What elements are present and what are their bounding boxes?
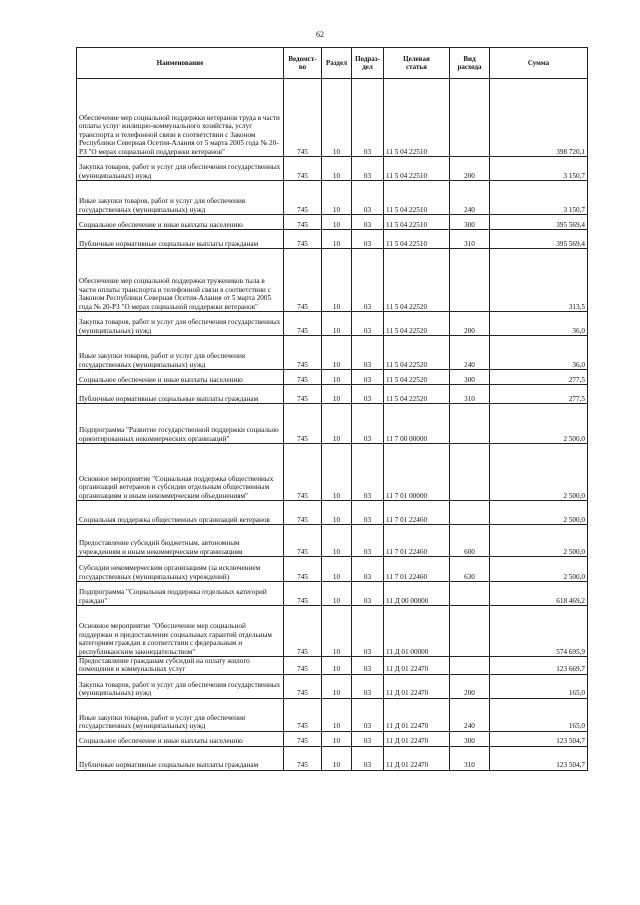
row-exp-type: 300 (450, 215, 490, 230)
table-row (77, 582, 588, 606)
row-article: 11 5 04 22520 (384, 370, 450, 385)
row-sum: 277,5 (490, 385, 588, 404)
row-sum: 165,0 (490, 698, 588, 731)
row-name: Предоставление гражданам субсидий на оплату жилого помещения и коммунальных услуг (77, 657, 284, 675)
row-exp-type: 300 (450, 731, 490, 746)
row-name: Основное мероприятие "Обеспечение мер социальной поддержки и предоставление социальных гарантий отдельным категориям граждан в соответствии с федеральным и республиканским законодательством" (77, 606, 284, 657)
row-subsection: 03 (352, 698, 384, 731)
row-subsection: 03 (352, 336, 384, 370)
row-section: 10 (322, 525, 352, 557)
row-section: 10 (322, 501, 352, 525)
row-exp-type: 200 (450, 312, 490, 336)
row-article: 11 5 04 22520 (384, 336, 450, 370)
table-row (77, 501, 588, 525)
row-article: 11 Д 01 22470 (384, 657, 450, 675)
table-row (77, 746, 588, 770)
row-section: 10 (322, 312, 352, 336)
page-number: 62 (316, 30, 324, 39)
row-article: 11 Д 01 22470 (384, 674, 450, 698)
row-exp-type: 240 (450, 181, 490, 215)
row-exp-type (450, 606, 490, 657)
table-row (77, 557, 588, 582)
table-header-row (77, 48, 588, 79)
row-name: Обеспечение мер социальной поддержки ветеранов труда в части оплаты услуг жилищно-коммунального хозяйства, услуг транспорта и телефонной связи в соответствии с Законом Республики Северная Осетия-Алания от 5 марта 2005 года № 20- РЗ "О мерах социальной поддержки ветеранов" (77, 79, 284, 157)
row-sum: 123 504,7 (490, 746, 588, 770)
row-subsection: 03 (352, 370, 384, 385)
row-dept: 745 (284, 731, 322, 746)
header-sum: Сумма (490, 48, 588, 79)
row-section: 10 (322, 181, 352, 215)
row-article: 11 5 04 22510 (384, 79, 450, 157)
row-sum: 3 150,7 (490, 157, 588, 181)
row-name: Предоставление субсидий бюджетным, автономным учреждениям и иным некоммерческим организациям (77, 525, 284, 557)
row-section: 10 (322, 215, 352, 230)
row-section: 10 (322, 444, 352, 501)
header-name: Наименование (77, 48, 284, 79)
row-exp-type (450, 657, 490, 675)
row-section: 10 (322, 657, 352, 675)
row-subsection: 03 (352, 249, 384, 312)
row-name: Иные закупки товаров, работ и услуг для обеспечения государственных (муниципальных) нужд (77, 181, 284, 215)
table-row (77, 444, 588, 501)
row-article: 11 7 01 22460 (384, 525, 450, 557)
row-name: Иные закупки товаров, работ и услуг для обеспечения государственных (муниципальных) нужд (77, 336, 284, 370)
row-exp-type: 600 (450, 525, 490, 557)
row-section: 10 (322, 606, 352, 657)
row-dept: 745 (284, 501, 322, 525)
row-dept: 745 (284, 657, 322, 675)
row-exp-type: 310 (450, 746, 490, 770)
row-section: 10 (322, 370, 352, 385)
row-subsection: 03 (352, 157, 384, 181)
row-exp-type (450, 444, 490, 501)
row-sum: 2 500,0 (490, 557, 588, 582)
row-sum: 36,0 (490, 336, 588, 370)
row-article: 11 7 01 22460 (384, 501, 450, 525)
table-row (77, 336, 588, 370)
budget-table (76, 47, 588, 771)
row-dept: 745 (284, 79, 322, 157)
table-row (77, 249, 588, 312)
row-name: Публичные нормативные социальные выплаты гражданам (77, 746, 284, 770)
row-section: 10 (322, 731, 352, 746)
table-row (77, 731, 588, 746)
row-article: 11 Д 00 00000 (384, 582, 450, 606)
table-row (77, 157, 588, 181)
table-row (77, 674, 588, 698)
row-exp-type (450, 249, 490, 312)
row-subsection: 03 (352, 444, 384, 501)
row-subsection: 03 (352, 674, 384, 698)
row-dept: 745 (284, 746, 322, 770)
row-name: Основное мероприятие "Социальная поддержка общественных организаций ветеранов и субсидии отдельным общественным организациям и иным некоммерческим объединениям" (77, 444, 284, 501)
row-section: 10 (322, 230, 352, 249)
row-section: 10 (322, 404, 352, 444)
row-subsection: 03 (352, 657, 384, 675)
row-article: 11 5 04 22520 (384, 312, 450, 336)
row-exp-type: 300 (450, 370, 490, 385)
row-exp-type: 310 (450, 385, 490, 404)
row-sum: 123 669,7 (490, 657, 588, 675)
row-article: 11 7 01 22460 (384, 557, 450, 582)
row-section: 10 (322, 698, 352, 731)
row-dept: 745 (284, 336, 322, 370)
row-section: 10 (322, 582, 352, 606)
row-exp-type (450, 501, 490, 525)
row-subsection: 03 (352, 582, 384, 606)
row-section: 10 (322, 249, 352, 312)
row-exp-type (450, 404, 490, 444)
row-name: Социальное обеспечение и иные выплаты населению (77, 370, 284, 385)
table-row (77, 181, 588, 215)
row-dept: 745 (284, 525, 322, 557)
row-exp-type: 630 (450, 557, 490, 582)
row-article: 11 Д 01 22470 (384, 746, 450, 770)
row-dept: 745 (284, 404, 322, 444)
row-subsection: 03 (352, 181, 384, 215)
row-subsection: 03 (352, 404, 384, 444)
row-sum: 2 500,0 (490, 501, 588, 525)
row-article: 11 5 04 22520 (384, 385, 450, 404)
row-section: 10 (322, 557, 352, 582)
table-row (77, 698, 588, 731)
row-sum: 123 504,7 (490, 731, 588, 746)
row-dept: 745 (284, 674, 322, 698)
row-dept: 745 (284, 249, 322, 312)
row-dept: 745 (284, 582, 322, 606)
row-subsection: 03 (352, 606, 384, 657)
row-section: 10 (322, 746, 352, 770)
header-dept: Ведомст- во (284, 48, 322, 79)
row-subsection: 03 (352, 731, 384, 746)
row-sum: 2 500,0 (490, 525, 588, 557)
row-subsection: 03 (352, 215, 384, 230)
row-sum: 313,5 (490, 249, 588, 312)
row-sum: 618 469,2 (490, 582, 588, 606)
row-subsection: 03 (352, 746, 384, 770)
header-subsection: Подраз- дел (352, 48, 384, 79)
row-article: 11 5 04 22510 (384, 215, 450, 230)
row-exp-type: 240 (450, 698, 490, 731)
row-dept: 745 (284, 557, 322, 582)
row-exp-type: 310 (450, 230, 490, 249)
row-sum: 3 150,7 (490, 181, 588, 215)
row-sum: 165,0 (490, 674, 588, 698)
row-subsection: 03 (352, 525, 384, 557)
table-row (77, 312, 588, 336)
table-row (77, 79, 588, 157)
row-article: 11 7 01 00000 (384, 444, 450, 501)
row-subsection: 03 (352, 385, 384, 404)
row-name: Закупка товаров, работ и услуг для обеспечения государственных (муниципальных) нужд (77, 157, 284, 181)
table-row (77, 404, 588, 444)
row-subsection: 03 (352, 312, 384, 336)
row-name: Социальное обеспечение и иные выплаты населению (77, 731, 284, 746)
table-row (77, 215, 588, 230)
row-dept: 745 (284, 181, 322, 215)
row-sum: 36,0 (490, 312, 588, 336)
row-dept: 745 (284, 215, 322, 230)
table-row (77, 606, 588, 657)
row-name: Закупка товаров, работ и услуг для обеспечения государственных (муниципальных) нужд (77, 674, 284, 698)
row-name: Социальная поддержка общественных организаций ветеранов (77, 501, 284, 525)
row-name: Публичные нормативные социальные выплаты гражданам (77, 230, 284, 249)
row-sum: 395 569,4 (490, 230, 588, 249)
row-article: 11 Д 01 22470 (384, 731, 450, 746)
row-name: Обеспечение мер социальной поддержки тружеников тыла в части оплаты транспорта и телефонной связи в соответствии с Законом Республики Северная Осетия-Алания от 5 марта 2005 года № 20-РЗ "О мерах социальной поддержки ветеранов" (77, 249, 284, 312)
row-dept: 745 (284, 312, 322, 336)
row-section: 10 (322, 336, 352, 370)
row-sum: 2 500,0 (490, 404, 588, 444)
row-name: Подпрограмма "Развитие государственной поддержки социально ориентированных некоммерческих организаций" (77, 404, 284, 444)
row-exp-type: 240 (450, 336, 490, 370)
table-row (77, 370, 588, 385)
row-name: Публичные нормативные социальные выплаты гражданам (77, 385, 284, 404)
row-subsection: 03 (352, 501, 384, 525)
row-sum: 398 720,1 (490, 79, 588, 157)
row-dept: 745 (284, 444, 322, 501)
row-section: 10 (322, 674, 352, 698)
row-article: 11 Д 01 22470 (384, 698, 450, 731)
row-name: Иные закупки товаров, работ и услуг для обеспечения государственных (муниципальных) нужд (77, 698, 284, 731)
header-section: Раздел (322, 48, 352, 79)
row-name: Социальное обеспечение и иные выплаты населению (77, 215, 284, 230)
row-dept: 745 (284, 698, 322, 731)
row-dept: 745 (284, 385, 322, 404)
row-subsection: 03 (352, 557, 384, 582)
header-exp-type: Вид расхода (450, 48, 490, 79)
row-article: 11 5 04 22510 (384, 157, 450, 181)
row-section: 10 (322, 79, 352, 157)
row-exp-type (450, 582, 490, 606)
row-section: 10 (322, 157, 352, 181)
row-subsection: 03 (352, 79, 384, 157)
table-row (77, 230, 588, 249)
table-row (77, 385, 588, 404)
row-name: Субсидии некоммерческим организациям (за исключением государственных (муниципальных) учреждений) (77, 557, 284, 582)
table-row (77, 657, 588, 675)
row-article: 11 5 04 22510 (384, 181, 450, 215)
row-article: 11 Д 01 00000 (384, 606, 450, 657)
row-exp-type: 200 (450, 674, 490, 698)
row-name: Закупка товаров, работ и услуг для обеспечения государственных (муниципальных) нужд (77, 312, 284, 336)
row-sum: 277,5 (490, 370, 588, 385)
table-row (77, 525, 588, 557)
header-article: Целевая статья (384, 48, 450, 79)
row-sum: 2 500,0 (490, 444, 588, 501)
row-dept: 745 (284, 157, 322, 181)
row-sum: 395 569,4 (490, 215, 588, 230)
row-sum: 574 695,9 (490, 606, 588, 657)
row-article: 11 5 04 22510 (384, 230, 450, 249)
row-dept: 745 (284, 606, 322, 657)
row-dept: 745 (284, 230, 322, 249)
row-section: 10 (322, 385, 352, 404)
row-name: Подпрограмма "Социальная поддержка отдельных категорий граждан" (77, 582, 284, 606)
row-article: 11 5 04 22520 (384, 249, 450, 312)
row-exp-type: 200 (450, 157, 490, 181)
row-article: 11 7 00 00000 (384, 404, 450, 444)
row-subsection: 03 (352, 230, 384, 249)
row-exp-type (450, 79, 490, 157)
row-dept: 745 (284, 370, 322, 385)
